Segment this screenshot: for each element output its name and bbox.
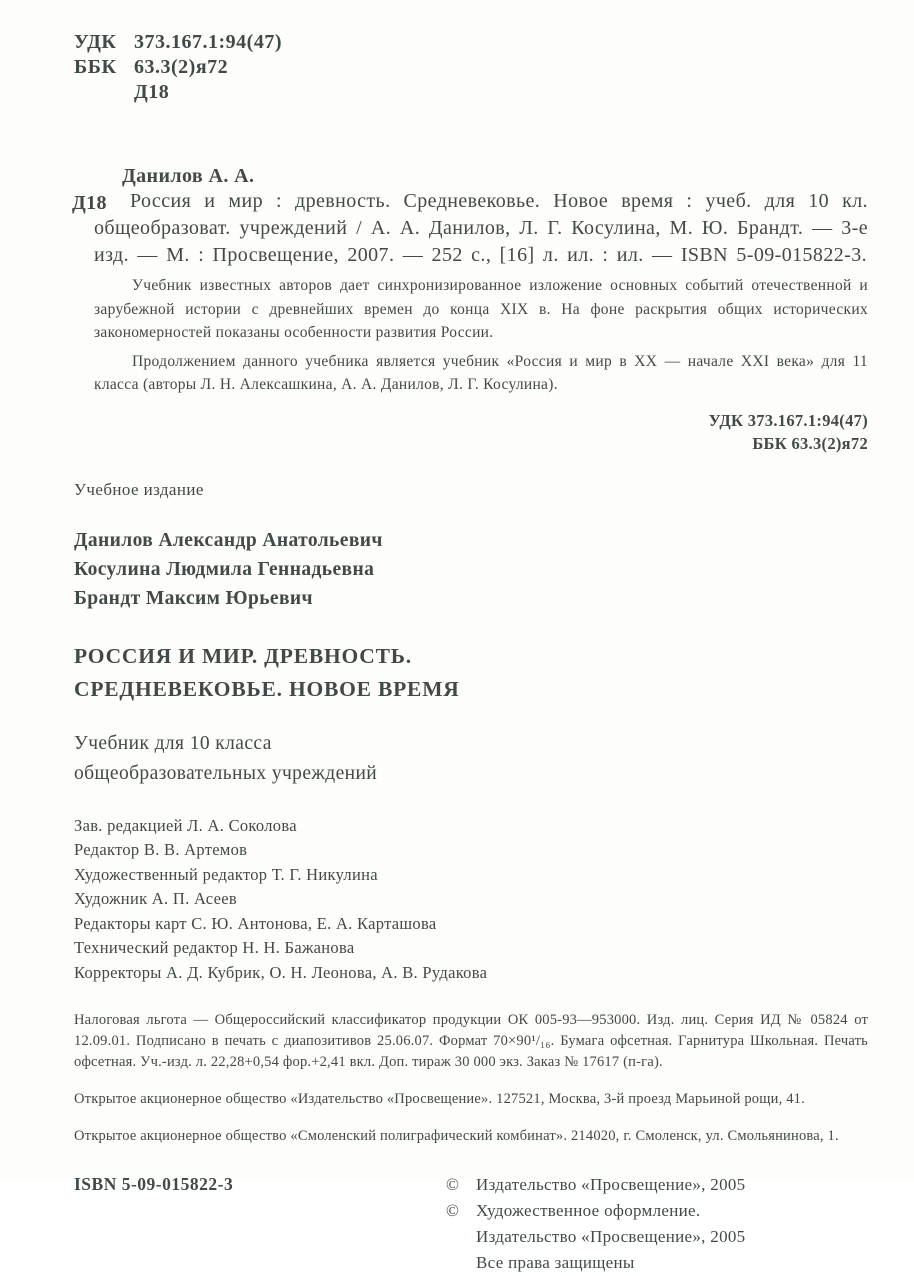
udc-value: 373.167.1:94(47) [134, 31, 282, 53]
book-subtitle-line-2: общеобразовательных учреждений [74, 762, 378, 784]
isbn-copyright-block [74, 1174, 868, 1272]
author-name: Косулина Людмила Геннадьевна [74, 558, 375, 580]
credit-line: Редактор В. В. Артемов [74, 840, 248, 859]
imprint-fine-print: Налоговая льгота — Общероссийский классификатор продукции ОК 005-93—953000. Изд. лиц. Серия ИД № 05824 от 12.09.01. Подписано в печать с диапозитивов 25.06.07. Формат 70×90¹/₁₆. Бумага офсетная. Гарнитура Школьная. Печать офсетная. Уч.-изд. л. 22,28+0,54 фор.+2,41 вкл. Доп. тираж 30 000 экз. Заказ № 17617 (п-га). [74, 1012, 868, 1070]
copyright-line [446, 1172, 876, 1198]
udc-line [74, 30, 868, 55]
annotation-paragraph-2: Продолжением данного учебника является учебник «Россия и мир в XX — начале XXI века» для 11 класса (авторы Л. Н. Алексашкина, А. А. Данилов, Л. Г. Косулина). [94, 352, 868, 393]
classification-codes [74, 30, 868, 105]
copyright-text: Художественное оформление. [476, 1201, 701, 1220]
bbk-right: ББК 63.3(2)я72 [752, 433, 868, 453]
udc-right: УДК 373.167.1:94(47) [708, 410, 868, 430]
book-title-line-2: СРЕДНЕВЕКОВЬЕ. НОВОЕ ВРЕМЯ [74, 676, 460, 701]
isbn: ISBN 5-09-015822-3 [74, 1174, 234, 1194]
credit-line: Корректоры А. Д. Кубрик, О. Н. Леонова, А. В. Рудакова [74, 962, 488, 982]
book-subtitle [74, 729, 868, 789]
credit-line: Художественный редактор Т. Г. Никулина [74, 864, 378, 884]
book-subtitle-line-1: Учебник для 10 класса [74, 732, 272, 754]
credit-line: Редакторы карт С. Ю. Антонова, Е. А. Карташова [74, 913, 437, 933]
catalog-card-number: Д18 [72, 192, 107, 214]
copyright-text: Издательство «Просвещение», 2005 [476, 1175, 746, 1194]
bbk-label: ББК [74, 56, 117, 78]
annotation-paragraph-1: Учебник известных авторов дает синхронизированное изложение основных событий отечественной и зарубежной истории с древнейших времен до конца XIX в. На фоне раскрытия общих исторических закономерностей показаны особенности развития России. [94, 277, 868, 341]
copyright-block [446, 1172, 876, 1276]
copyright-icon: © [446, 1175, 460, 1194]
card-number: Д18 [134, 81, 170, 103]
copyright-line: Все права защищены [476, 1253, 635, 1272]
author-list [74, 526, 868, 613]
copyright-icon: © [446, 1201, 460, 1220]
copyright-line: Издательство «Просвещение», 2005 [476, 1227, 746, 1246]
catalog-entry: Россия и мир : древность. Средневековье. Новое время : учеб. для 10 кл. общеобразоват. учреждений / А. А. Данилов, Л. Г. Косулина, М. Ю. Брандт. — 3-е изд. — М. : Просвещение, 2007. — 252 с., [16] л. ил. : ил. — ISBN 5-09-015822-3. [94, 190, 868, 266]
edition-type: Учебное издание [74, 479, 204, 499]
book-title-line-1: РОССИЯ И МИР. ДРЕВНОСТЬ. [74, 643, 412, 668]
credit-line: Художник А. П. Асеев [74, 889, 237, 908]
author-name: Брандт Максим Юрьевич [74, 587, 313, 609]
classification-codes-right [74, 409, 868, 455]
catalog-author-heading: Данилов А. А. [122, 165, 255, 187]
author-name: Данилов Александр Анатольевич [74, 529, 383, 551]
editorial-credits [74, 814, 868, 986]
bbk-line [74, 55, 868, 80]
publisher-address-2: Открытое акционерное общество «Смоленский полиграфический комбинат». 214020, г. Смоленск, ул. Смольянинова, 1. [74, 1128, 839, 1144]
book-title [74, 640, 868, 706]
credit-line: Зав. редакцией Л. А. Соколова [74, 815, 297, 835]
udc-label: УДК [74, 31, 117, 53]
copyright-line [446, 1198, 876, 1224]
bbk-value: 63.3(2)я72 [134, 56, 229, 78]
catalog-card [74, 165, 868, 397]
credit-line: Технический редактор Н. Н. Бажанова [74, 938, 355, 957]
publisher-address-1: Открытое акционерное общество «Издательство «Просвещение». 127521, Москва, 3-й проезд Марьиной рощи, 41. [74, 1091, 805, 1107]
